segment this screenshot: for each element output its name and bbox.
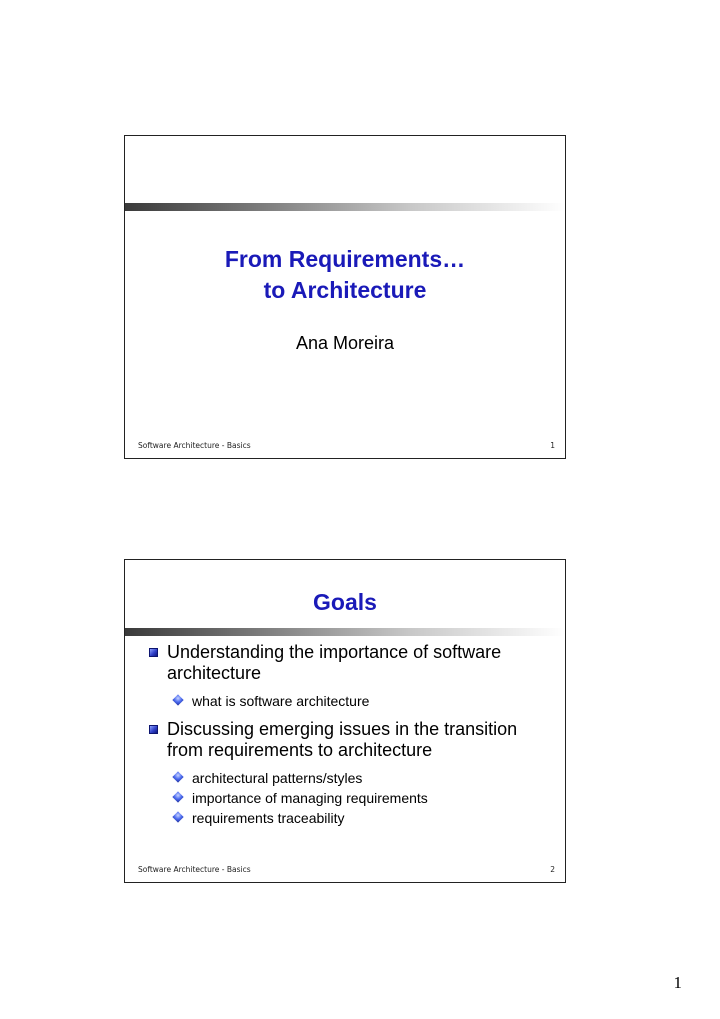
sub-list-item [172,788,551,808]
sub-item-text: what is software architecture [192,693,370,709]
slide-2-title: Goals [313,589,377,615]
diamond-bullet-icon [172,791,183,802]
square-bullet-icon [149,725,158,734]
title-line-2: to Architecture [263,277,427,303]
title-line-1: From Requirements… [224,246,466,272]
slide-1 [124,135,566,459]
slide-1-title [125,244,565,306]
diamond-bullet-icon [172,771,183,782]
footer-text: Software Architecture - Basics [138,441,251,450]
sub-list [149,768,551,828]
sub-item-text: requirements traceability [192,810,345,826]
author-name: Ana Moreira [295,333,395,353]
sub-item-text: importance of managing requirements [192,790,428,806]
list-item [149,719,551,761]
slide-number: 2 [550,865,555,874]
diamond-bullet-icon [172,811,183,822]
sub-list-item [172,691,551,711]
list-item-text: Discussing emerging issues in the transition from requirements to architecture [167,719,518,760]
slide-number: 1 [550,441,555,450]
slide-2 [124,559,566,883]
title-divider-bar [125,628,565,636]
page-number: 1 [673,973,682,992]
list-item [149,642,551,684]
sub-list [149,691,551,711]
sub-item-text: architectural patterns/styles [192,770,363,786]
list-item-text: Understanding the importance of software architecture [167,642,502,683]
sub-list-item [172,768,551,788]
sub-list-item [172,808,551,828]
diamond-bullet-icon [172,694,183,705]
title-divider-bar [125,203,565,211]
goals-list [149,642,551,836]
square-bullet-icon [149,648,158,657]
footer-text: Software Architecture - Basics [138,865,251,874]
